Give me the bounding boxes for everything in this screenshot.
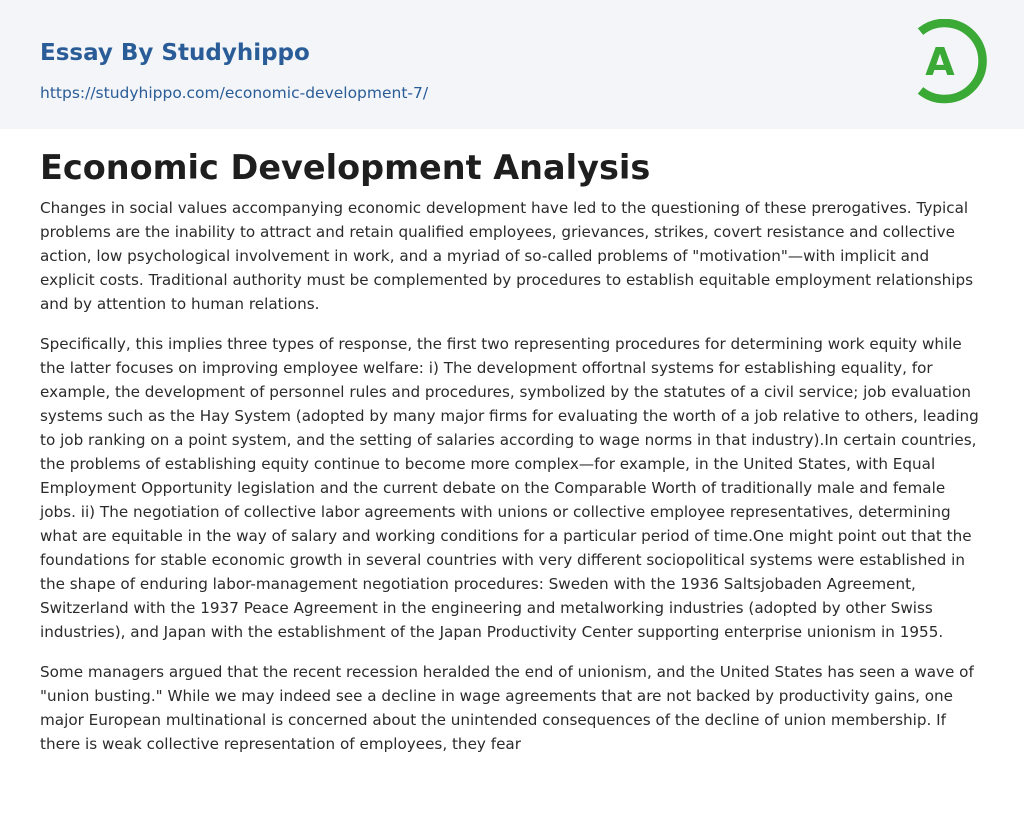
paragraph: Changes in social values accompanying economic development have led to the questioning of these prerogatives. Typical problems are the inability to attract and retain qualified employees, grievances, strikes, covert resistance and collective action, low psychological involvement in work, and a myriad of so-called problems of "motivation"—with implicit and explicit costs. Traditional authority must be complemented by procedures to establish equitable employment relationships and by attention to human relations. xyxy=(40,199,974,313)
page-title: Economic Development Analysis xyxy=(40,148,651,187)
article-body xyxy=(40,140,980,772)
brand-title[interactable]: Essay By Studyhippo xyxy=(40,40,310,66)
essay-url-link[interactable]: https://studyhippo.com/economic-development-7/ xyxy=(40,84,429,102)
paragraph: Some managers argued that the recent recession heralded the end of unionism, and the United States has seen a wave of "union busting." While we may indeed see a decline in wage agreements that are not backed by productivity gains, one major European multinational is concerned about the unintended consequences of the decline of union membership. If there is weak collective representation of employees, they fear xyxy=(40,663,974,753)
site-header xyxy=(0,0,1024,129)
logo-letter: A xyxy=(925,40,955,84)
studyhippo-logo[interactable] xyxy=(913,19,987,105)
logo-icon xyxy=(913,19,987,105)
paragraph: Specifically, this implies three types of response, the first two representing procedures for determining work equity while the latter focuses on improving employee welfare: i) The development offortnal systems for establishing equality, for example, the development of personnel rules and procedures, symbolized by the statutes of a civil service; job evaluation systems such as the Hay System (adopted by many major firms for evaluating the worth of a job relative to others, leading to job ranking on a point system, and the setting of salaries according to wage norms in that industry).In certain countries, the problems of establishing equity continue to become more complex—for example, in the United States, with Equal Employment Opportunity legislation and the current debate on the Comparable Worth of traditionally male and female jobs. ii) The negotiation of collective labor agreements with unions or collective employee representatives, determining what are equitable in the way of salary and working conditions for a particular period of time.One might point out that the foundations for stable economic growth in several countries with very different sociopolitical systems were established in the shape of enduring labor-management negotiation procedures: Sweden with the 1936 Saltsjobaden Agreement, Switzerland with the 1937 Peace Agreement in the engineering and metalworking industries (adopted by other Swiss industries), and Japan with the establishment of the Japan Productivity Center supporting enterprise unionism in 1955. xyxy=(40,335,979,641)
